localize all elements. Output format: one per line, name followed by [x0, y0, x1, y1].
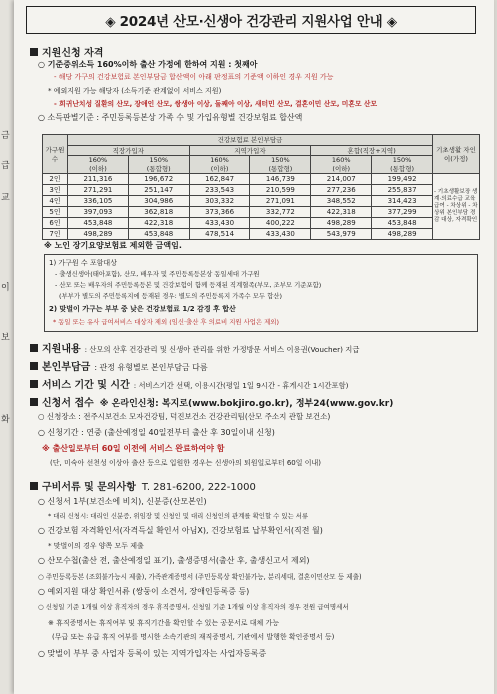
header-mixed: 혼합(직장+지역) [311, 145, 433, 156]
section-eligibility [30, 44, 103, 59]
note-line-warning: * 동일 또는 유사 급여서비스 대상자 제외 (임신·출산 후 의료비 지원 사업은 제외) [53, 318, 279, 326]
bullet-square-icon [30, 482, 38, 490]
note-line: - 출생신생아(태아포함), 산모, 배우자 및 주민등록등본상 동일세대 가구원 [55, 270, 260, 278]
section-heading: 서비스 기간 및 시간 [42, 380, 130, 391]
table-cell: 251,147 [128, 185, 189, 196]
table-cell: 162,847 [189, 174, 250, 185]
exception-heading: * 예외지원 가능 해당자 (소득기준 관계없이 서비스 지원) [48, 87, 222, 95]
table-cell: 199,492 [372, 174, 433, 185]
table-row [43, 174, 480, 185]
document-item: ○ 예외지원 대상 확인서류 (쌍둥이 소견서, 장애인등록증 등) [38, 587, 250, 596]
section-service-period [30, 376, 349, 391]
table-row [43, 218, 480, 229]
section-text: : 관정 유형별로 본인부담금 다름 [94, 363, 208, 372]
header-job: 직장가입자 [68, 145, 190, 156]
table-cell: 196,672 [128, 174, 189, 185]
section-text: : 서비스기간 선택, 이용시간(평일 1일 9시간 - 휴게시간 1시간포함) [133, 381, 349, 390]
document-note: (무급 또는 유급 휴직 여부를 명시한 소속기관의 재직증명서, 기관에서 발행한 확인증명서 등) [52, 633, 335, 641]
table-cell: 453,848 [68, 218, 129, 229]
table-cell: 336,105 [68, 196, 129, 207]
section-support [30, 340, 359, 355]
table-cell: 211,316 [68, 174, 129, 185]
table-cell: 478,514 [189, 229, 250, 240]
note-line: 1) 가구원 수 포함대상 [49, 259, 117, 267]
strip-char: 금 [1, 131, 10, 141]
criteria-income: ○ 기준중위소득 160%이하 출산 가정에 한하여 지원 : 첫째아 [38, 60, 258, 69]
document-page [14, 0, 494, 694]
table-cell: 433,430 [250, 229, 311, 240]
section-documents [30, 478, 256, 493]
table-cell: 373,366 [189, 207, 250, 218]
header-pct160: 160% (이하) [68, 156, 129, 174]
header-pct150: 150% (통합형) [128, 156, 189, 174]
bullet-square-icon [30, 48, 38, 56]
document-note: ※ 휴직증명서는 휴직여부 및 휴직기간을 확인할 수 있는 공문서로 대체 가능 [48, 619, 279, 627]
table-cell: 5인 [43, 207, 68, 218]
header-basic: 기초생활 자인이(가정) [433, 135, 480, 174]
table-row [43, 229, 480, 240]
criteria-income-basis: ○ 소득판별기준 : 주민등록등본상 가족 수 및 가입유형별 건강보험료 합산액 [38, 113, 303, 122]
header-pct150: 150% (통합형) [250, 156, 311, 174]
table-cell: 498,289 [372, 229, 433, 240]
table-cell: 397,093 [68, 207, 129, 218]
table-cell: 304,986 [128, 196, 189, 207]
document-item: ○ 건강보험 자격확인서(자격득실 확인서 아님X), 건강보험료 납부확인서(직전 월) [38, 526, 323, 535]
strip-char: 이 [1, 283, 10, 293]
application-place: ○ 신청장소 : 전주시보건소 모자건강팀, 덕진보건소 건강관리팀(산모 주소지 관할 보건소) [38, 412, 331, 421]
table-cell: 453,848 [128, 229, 189, 240]
header-family: 가구원수 [43, 135, 68, 174]
document-item: ○ 주민등록등본 (조회불가능시 제출), 가족관계증명서 (주민등록상 확인불가능, 분리세대, 결혼이민산모 등 제출) [38, 573, 362, 581]
table-cell: 7인 [43, 229, 68, 240]
contact-phone: T. 281-6200, 222-1000 [141, 482, 256, 493]
section-heading: 지원신청 자격 [42, 48, 104, 59]
table-row [43, 207, 480, 218]
table-cell: 255,837 [372, 185, 433, 196]
table-cell: 400,222 [250, 218, 311, 229]
basic-note-cell: - 기초생활보장 생계·의료수급 교육급여 - 차상위 - 차상위 본인부담 경감 대상, 자격확인 [433, 174, 480, 240]
table-cell: 4인 [43, 196, 68, 207]
bullet-square-icon [30, 362, 38, 370]
header-pct150: 150% (통합형) [372, 156, 433, 174]
table-cell: 498,289 [311, 218, 372, 229]
criteria-income-sub: - 해당 가구의 건강보험료 본인부담금 합산액이 아래 판정표의 기준액 이하인 경우 지원 가능 [54, 73, 334, 81]
document-item: ○ 산모수첩(출산 전, 출산예정일 표기), 출생증명서(출산 후, 출생신고서 제외) [38, 556, 310, 565]
table-cell: 277,236 [311, 185, 372, 196]
table-cell: 146,739 [250, 174, 311, 185]
application-period: ○ 신청기간 : 연중 (출산예정일 40일전부터 출산 후 30일이내 신청) [38, 428, 275, 437]
table-cell: 498,289 [68, 229, 129, 240]
strip-char: 교 [1, 193, 10, 203]
table-cell: 210,599 [250, 185, 311, 196]
bullet-square-icon [30, 380, 38, 388]
table-cell: 348,552 [311, 196, 372, 207]
document-item: ○ 맞벌이 부부 중 사업자 등록이 있는 지역가입자는 사업자등록증 [38, 649, 267, 658]
table-cell: 271,091 [250, 196, 311, 207]
application-warning-sub: (단, 미숙아 선천성 이상아 출산 등으로 입원한 경우는 신생아의 퇴원일로부터 60일 이내) [50, 459, 321, 467]
document-item: ○ 신청일 기준 1개월 이상 휴직자의 경우 휴직증명서, 신청일 기준 1개월 이상 휴직자의 경우 전원 급여명세서 [38, 603, 349, 611]
bullet-square-icon [30, 344, 38, 352]
section-heading: 신청서 접수 [42, 398, 94, 409]
table-cell: 314,423 [372, 196, 433, 207]
table-cell: 303,332 [189, 196, 250, 207]
table-cell: 2인 [43, 174, 68, 185]
section-copay [30, 358, 208, 373]
strip-char: 급 [1, 161, 10, 171]
table-cell: 422,318 [311, 207, 372, 218]
header-region: 지역가입자 [189, 145, 311, 156]
table-row [43, 185, 480, 196]
bullet-square-icon [30, 398, 38, 406]
note-line: (부부가 별도의 주민등록지에 등재된 경우: 별도의 주민등록지 가족수 모두 합산) [59, 292, 282, 300]
document-note: * 맞벌이의 경우 양쪽 모두 제출 [48, 542, 144, 550]
section-heading: 구비서류 및 문의사항 [42, 482, 136, 493]
table-cell: 6인 [43, 218, 68, 229]
table-cell: 214,007 [311, 174, 372, 185]
section-heading: 본인부담금 [42, 362, 91, 373]
strip-char: 보 [1, 333, 10, 343]
page-title: ◈ 2024년 산모·신생아 건강관리 지원사업 안내 ◈ [26, 6, 476, 34]
document-item: ○ 신청서 1부(보건소에 비치), 신분증(산모본인) [38, 497, 207, 506]
income-threshold-table [42, 134, 480, 240]
table-cell: 433,430 [189, 218, 250, 229]
strip-char: 화 [1, 415, 10, 425]
table-cell: 233,543 [189, 185, 250, 196]
application-warning: ※ 출산일로부터 60일 이전에 서비스 완료하여야 함 [42, 444, 225, 453]
table-row [43, 196, 480, 207]
document-note: * 대리 신청시: 대리인 신분증, 위임장 및 신청인 및 대리 신청인의 관계를 확인할 수 있는 서류 [48, 512, 309, 520]
table-cell: 332,772 [250, 207, 311, 218]
table-cell: 543,979 [311, 229, 372, 240]
section-text: : 산모의 산후 건강관리 및 신생아 관리를 위한 가정방문 서비스 이용권(Voucher) 지급 [84, 345, 360, 354]
table-cell: 453,848 [372, 218, 433, 229]
header-group: 건강보험료 본인부담금 [68, 135, 433, 146]
section-heading: 지원내용 [42, 344, 81, 355]
table-cell: 271,291 [68, 185, 129, 196]
section-application [30, 394, 393, 409]
table-cell: 362,818 [128, 207, 189, 218]
table-footnote: ※ 노인 장기요양보험료 제외한 금액임. [44, 241, 182, 250]
online-application: ※ 온라인신청: 복지로(www.bokjiro.go.kr), 정부24(www.gov.kr) [99, 399, 394, 409]
table-cell: 422,318 [128, 218, 189, 229]
note-line-highlight: 2) 맞벌이 가구는 부부 중 낮은 건강보험료 1/2 감경 후 합산 [49, 305, 236, 313]
note-line: - 산모 또는 배우자의 주민등록등본 및 건강보험이 함께 등재된 직계혈족(부모, 조부모 기준포함) [55, 281, 322, 289]
exception-list: - 희귀난치성 질환의 산모, 장애인 산모, 쌍생아 이상, 둘째아 이상, 새터민 산모, 결혼이민 산모, 미혼모 산모 [54, 100, 378, 108]
note-box [44, 254, 478, 332]
table-cell: 377,299 [372, 207, 433, 218]
header-pct160: 160% (이하) [311, 156, 372, 174]
table-cell: 3인 [43, 185, 68, 196]
adjacent-page-strip [0, 0, 14, 694]
header-pct160: 160% (이하) [189, 156, 250, 174]
